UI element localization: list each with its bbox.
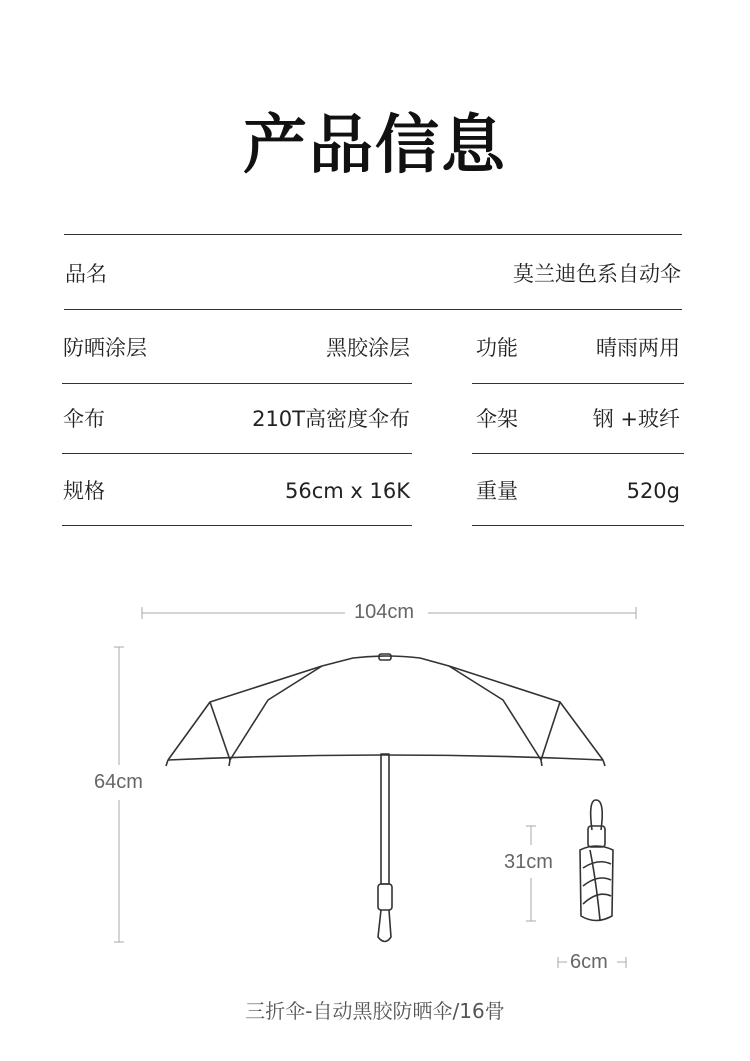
frame-value: 钢 +玻纤 [592, 407, 680, 431]
function-label: 功能 [476, 336, 518, 360]
fabric-label: 伞布 [63, 407, 105, 431]
size-label: 规格 [63, 479, 105, 503]
page-title: 产品信息 [243, 109, 507, 183]
height-dimension-line [114, 647, 124, 942]
name-value: 莫兰迪色系自动伞 [513, 262, 681, 286]
folded-width-label: 6cm [570, 951, 608, 973]
folded-umbrella [580, 800, 613, 921]
coating-value: 黑胶涂层 [326, 336, 410, 360]
size-value: 56cm x 16K [285, 479, 410, 503]
product-caption: 三折伞-自动黑胶防晒伞/16骨 [245, 999, 505, 1023]
weight-value: 520g [626, 479, 680, 503]
coating-label: 防晒涂层 [63, 336, 147, 360]
fabric-value: 210T高密度伞布 [252, 407, 410, 431]
name-label: 品名 [65, 262, 107, 286]
frame-label: 伞架 [476, 407, 518, 431]
weight-label: 重量 [476, 479, 518, 503]
function-value: 晴雨两用 [596, 336, 680, 360]
open-height-label: 64cm [94, 771, 143, 793]
open-width-label: 104cm [354, 601, 415, 623]
open-umbrella [166, 654, 605, 942]
folded-height-label: 31cm [504, 851, 553, 873]
